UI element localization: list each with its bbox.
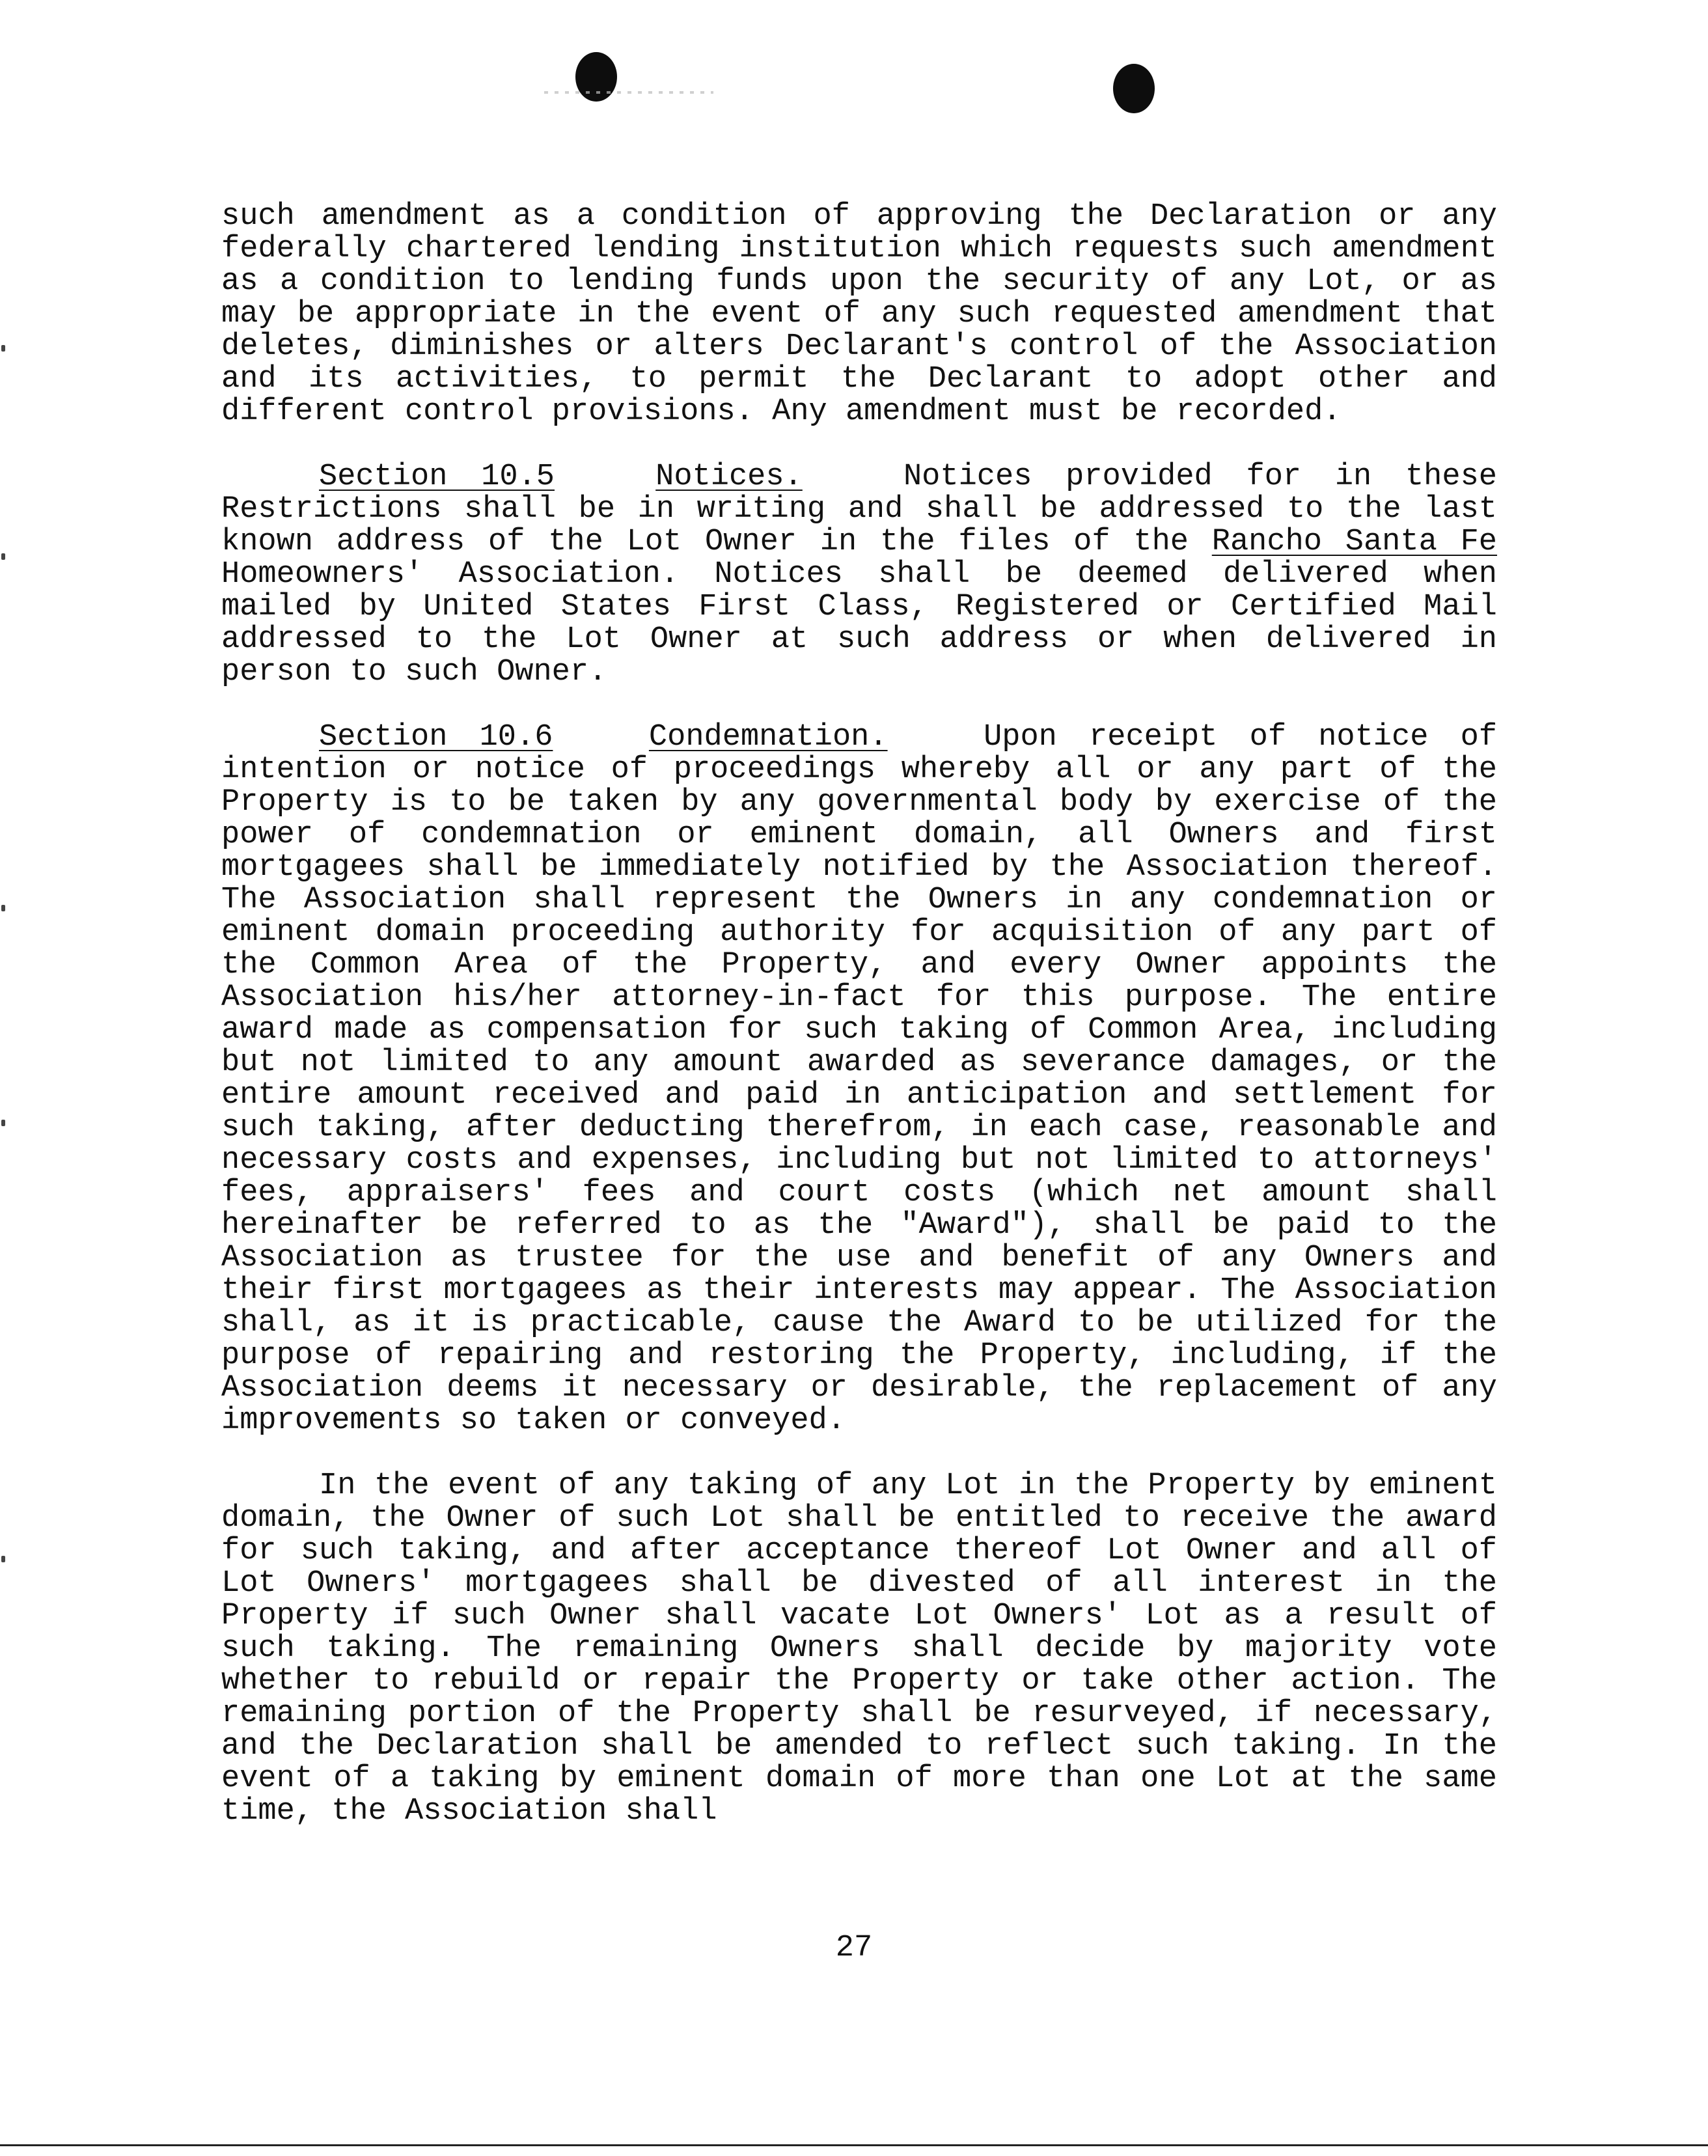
scan-edge-mark (1, 553, 5, 560)
scan-edge-mark (1, 1120, 5, 1126)
section-number: Section 10.5 (319, 460, 555, 494)
section-number: Section 10.6 (319, 720, 553, 754)
scan-edge-mark (1, 345, 5, 352)
scan-smudge (544, 91, 713, 94)
section-title: Condemnation. (648, 720, 888, 754)
paragraph-lot-taking: In the event of any taking of any Lot in the Property by eminent domain, the Owner of such Lot shall be entitled to receive the award for such taking, and after acceptance thereof Lot Owner and all of Lot Owners' mortgagees shall be divested of all interest in the Property if such Owner shall vacate Lot Owners' Lot as a result of such taking. The remaining Owners shall decide by majority vote whether to rebuild or repair the Property or take other action. The remaining portion of the Property shall be resurveyed, if necessary, and the Declaration shall be amended to reflect such taking. In the event of a taking by eminent domain of more than one Lot at the same time, the Association shall (221, 1469, 1497, 1829)
section-10-6-condemnation (221, 721, 1497, 1437)
section-text: Upon receipt of notice of intention or notice of proceedings whereby all or any part of the Property is to be taken by any governmental body by exercise of the power of condemnation or eminent domain, all Owners and first mortgagees shall be immediately notified by the Association thereof. The Association shall represent the Owners in any condemnation or eminent domain proceeding authority for acquisition of any part of the Common Area of the Property, and every Owner appoints the Association his/her attorney-in-fact for this purpose. The entire award made as compensation for such taking of Common Area, including but not limited to any amount awarded as severance damages, or the entire amount received and paid in anticipation and settlement for such taking, after deducting therefrom, in each case, reasonable and necessary costs and expenses, including but not limited to attorneys' fees, appraisers' fees and court costs (which net amount shall hereinafter be referred to as the "Award"), shall be paid to the Association as trustee for the use and benefit of any Owners and their first mortgagees as their interests may appear. The Association shall, as it is practicable, cause the Award to be utilized for the purpose of repairing and restoring the Property, including, if the Association deems it necessary or desirable, the replacement of any improvements so taken or conveyed. (221, 720, 1497, 1438)
punch-hole-right (1113, 64, 1155, 113)
association-name: Rancho Santa Fe (1211, 525, 1497, 559)
punch-hole-left (575, 52, 617, 102)
paragraph-amendment: such amendment as a condition of approving the Declaration or any federally chartered lending institution which requests such amendment as a condition to lending funds upon the security of any Lot, or as may be appropriate in the event of any such requested amendment that deletes, diminishes or alters Declarant's control of the Association and its activities, to permit the Declarant to adopt other and different control provisions. Any amendment must be recorded. (221, 199, 1497, 429)
scan-edge-mark (1, 905, 5, 911)
section-text: Notices provided for in these Restrictions shall be in writing and shall be addressed to the last known address of the Lot Owner in the files of the (221, 460, 1497, 559)
page-number: 27 (835, 1931, 873, 1965)
section-10-5-notices (221, 461, 1497, 689)
section-title: Notices. (655, 460, 803, 494)
document-body (221, 200, 1497, 1860)
scan-edge-mark (1, 1556, 5, 1562)
bottom-rule (0, 2144, 1708, 2146)
section-text: Homeowners' Association. Notices shall be deemed delivered when mailed by United States First Class, Registered or Certified Mail addressed to the Lot Owner at such address or when delivered in person to such Owner. (221, 557, 1497, 689)
